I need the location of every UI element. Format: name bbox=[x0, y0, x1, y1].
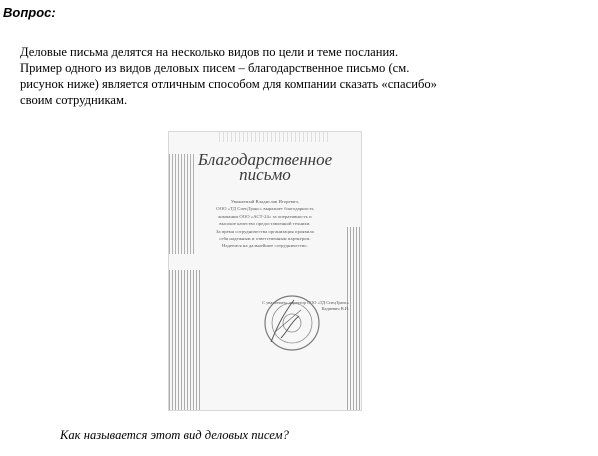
letter-title-line: письмо bbox=[239, 165, 291, 184]
thank-you-letter-image bbox=[168, 131, 362, 411]
final-question: Как называется этот вид деловых писем? bbox=[60, 428, 289, 442]
intro-line: своим сотрудникам. bbox=[20, 93, 128, 107]
intro-line: рисунок ниже) является отличным способом для компании сказать «спасибо» bbox=[20, 77, 437, 91]
letter-title bbox=[169, 152, 361, 182]
letter-sign-line: С уважением, директор ООО «ТД СпецТранс» bbox=[262, 300, 349, 305]
letter-body-line: ООО «ТД СпецТранс» выражает благодарность bbox=[216, 206, 314, 212]
intro-line: Деловые письма делятся на несколько видов по цели и теме послания. bbox=[20, 45, 399, 59]
letter-body-line: Уважаемый Владислав Игоревич, bbox=[230, 199, 300, 204]
letter-body bbox=[183, 198, 347, 250]
letter-body-line: компании ООО «АСТ-24» за оперативность и bbox=[218, 213, 312, 219]
letter-sign-line: Кадиевич В.И. bbox=[321, 306, 349, 311]
letter-body-line: высокое качество предоставленной техники. bbox=[219, 221, 311, 227]
intro-line: Пример одного из видов деловых писем – благодарственное письмо (см. bbox=[20, 61, 410, 75]
letter-body-line: себя надежным и ответственным партнером. bbox=[219, 236, 311, 242]
decorative-stripes-right bbox=[347, 227, 361, 410]
decorative-stripes-left-bottom bbox=[169, 270, 201, 410]
letter-body-line: Надеемся на дальнейшее сотрудничество. bbox=[222, 243, 308, 249]
letter-title-line: Благодарственное bbox=[197, 150, 333, 169]
intro-paragraph bbox=[20, 44, 520, 108]
letter-body-line: За время сотрудничества организация проявила bbox=[216, 228, 314, 234]
question-label: Вопрос: bbox=[3, 5, 56, 20]
company-stamp-icon bbox=[261, 292, 323, 354]
decorative-stripes-top bbox=[219, 132, 329, 142]
